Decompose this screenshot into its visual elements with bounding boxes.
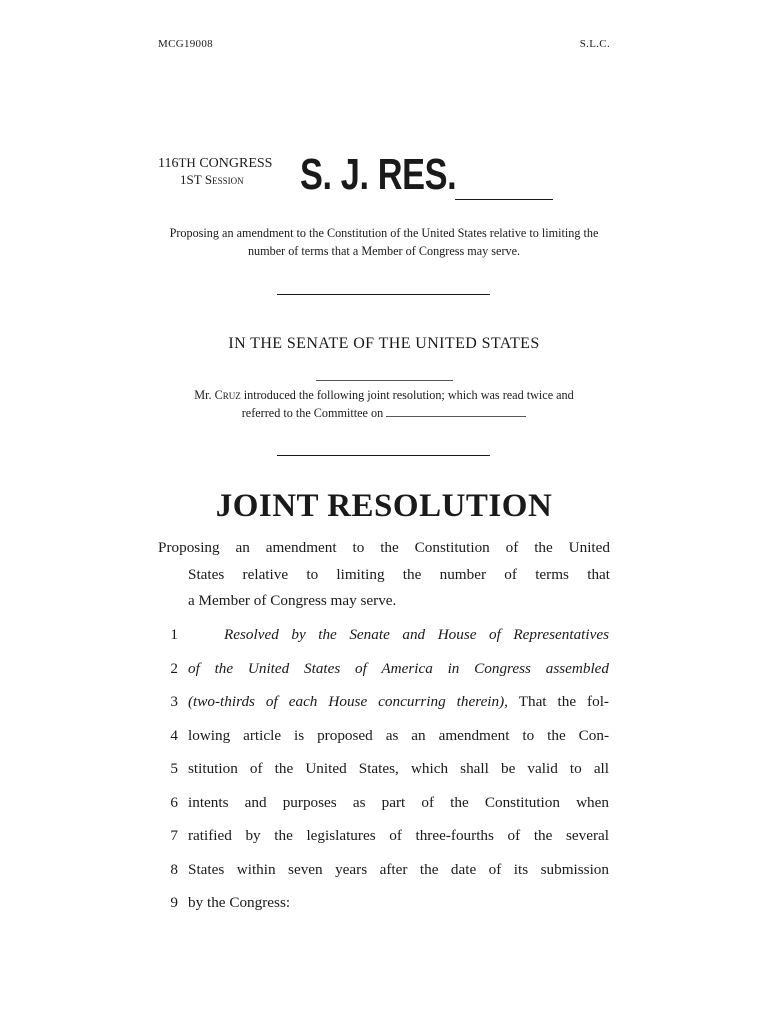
body-line-text: ratified by the legislatures of three-fourths of the several — [188, 827, 609, 844]
body-line — [188, 693, 609, 711]
body-line — [188, 794, 609, 812]
line-number: 3 — [170, 693, 178, 710]
purpose-line: Proposing an amendment to the Constitution of the United — [158, 539, 610, 556]
line-number: 2 — [170, 659, 178, 677]
resolution-number-blank — [455, 199, 553, 200]
body-line — [188, 827, 609, 845]
purpose-statement — [158, 535, 610, 615]
session-ordinal: ST — [186, 172, 202, 187]
body-line-text: by the Congress: — [188, 894, 291, 911]
resolution-type: S. J. RES. — [300, 150, 457, 199]
body-line-text: States within seven years after the date of its submission — [188, 860, 609, 878]
congress-number: 116 — [158, 156, 179, 171]
session-line — [158, 172, 272, 188]
congress-ordinal: TH — [178, 155, 196, 170]
body-line — [188, 894, 609, 912]
introduction-text-1: introduced the following joint resolution; which was read twice and — [243, 388, 574, 402]
document-id: MCG19008 — [158, 38, 213, 50]
body-line — [188, 760, 609, 778]
congress-word: CONGRESS — [199, 156, 273, 171]
body-line — [188, 861, 609, 879]
body-line-italic: Resolved by the Senate and House of Representatives — [224, 626, 609, 643]
purpose-line: a Member of Congress may serve. — [188, 592, 397, 609]
introduction-text-2: referred to the Committee on — [241, 406, 384, 420]
document-title: JOINT RESOLUTION — [215, 488, 553, 524]
purpose-line: States relative to limiting the number of terms that — [188, 565, 610, 583]
body-line-italic: of the United States of America in Congress assembled — [188, 659, 609, 677]
sponsor-prefix: Mr. — [194, 388, 212, 402]
line-number: 6 — [170, 793, 178, 811]
line-number: 7 — [170, 827, 178, 844]
session-word: Session — [204, 172, 244, 187]
sponsor-name: Cruz — [214, 388, 241, 402]
line-number: 5 — [170, 760, 178, 777]
committee-blank — [386, 405, 526, 417]
divider-rule — [277, 455, 490, 456]
introduction-statement — [158, 386, 610, 422]
body-line-italic: (two-thirds of each House concurring therein), — [188, 693, 508, 710]
body-line — [188, 660, 609, 678]
short-divider-rule — [316, 380, 453, 381]
body-line-text: That the fol- — [507, 693, 609, 710]
congress-line — [158, 155, 272, 172]
body-line — [188, 626, 609, 644]
chamber-heading: IN THE SENATE OF THE UNITED STATES — [228, 335, 540, 352]
line-number: 1 — [170, 626, 178, 643]
body-line — [188, 727, 609, 745]
short-description: Proposing an amendment to the Constitution of the United States relative to limiting the number of terms that a Member of Congress may serve. — [169, 226, 599, 258]
line-number: 4 — [170, 726, 178, 744]
session-number: 1 — [180, 172, 187, 187]
body-line-text: lowing article is proposed as an amendment to the Con- — [188, 726, 609, 744]
line-number: 8 — [170, 860, 178, 878]
line-number: 9 — [170, 894, 178, 911]
congress-session-block — [158, 155, 272, 188]
divider-rule — [277, 294, 490, 295]
body-line-text: intents and purposes as part of the Constitution when — [188, 793, 609, 811]
body-line-text: stitution of the United States, which shall be valid to all — [188, 760, 609, 777]
office-code: S.L.C. — [579, 38, 610, 50]
